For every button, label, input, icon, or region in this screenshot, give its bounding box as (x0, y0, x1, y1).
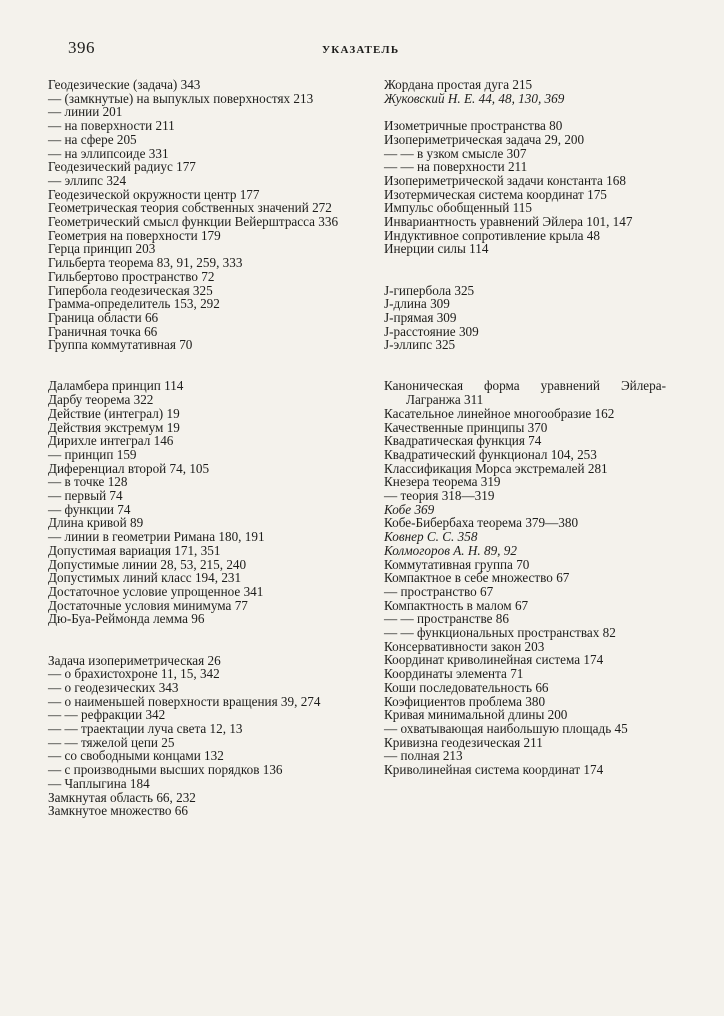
index-entry: Касательное линейное многообразие 162 (384, 405, 615, 421)
index-entry: Компактное в себе множество 67 (384, 570, 570, 586)
index-entry: Замкнутая область 66, 232 (48, 789, 196, 805)
index-entry: — на сфере 205 (48, 131, 137, 147)
section-gap (384, 105, 666, 119)
index-entry: — на эллипсоиде 331 (48, 145, 169, 161)
index-entry: Задача изопериметрическая 26 (48, 652, 221, 668)
index-entry: — с производными высших порядков 136 (48, 762, 283, 778)
index-entry: Каноническая форма уравнений Эйлера-Лагранжа 311 (384, 378, 666, 408)
index-entry: Криволинейная система координат 174 (384, 762, 604, 778)
index-entry: Допустимые линии 28, 53, 215, 240 (48, 556, 247, 572)
index-entry: Кривая минимальной длины 200 (384, 707, 568, 723)
running-title: УКАЗАТЕЛЬ (322, 44, 400, 56)
index-entry: — со свободными концами 132 (48, 748, 224, 764)
index-entry: — о брахистохроне 11, 15, 342 (48, 666, 220, 682)
index-entry: — первый 74 (48, 488, 123, 504)
index-entry: Колмогоров А. Н. 89, 92 (384, 542, 517, 558)
index-entry: — Чаплыгина 184 (48, 775, 150, 791)
index-entry: Гильбертово пространство 72 (48, 268, 215, 284)
index-entry: Кнезера теорема 319 (384, 474, 501, 490)
index-entry: Кривизна геодезическая 211 (384, 734, 543, 750)
index-entry: Кобе-Бибербаха теорема 379—380 (384, 515, 579, 531)
index-entry: Геодезические (задача) 343 (48, 77, 201, 92)
index-entry: Квадратическая функция 74 (384, 433, 542, 449)
page-number: 396 (68, 38, 95, 57)
index-entry: Коммутативная группа 70 (384, 556, 530, 572)
index-entry: Кобе 369 (384, 501, 435, 517)
index-entry: — принцип 159 (48, 446, 137, 462)
index-entry: Диференциал второй 74, 105 (48, 460, 210, 476)
index-entry: Действия экстремум 19 (48, 419, 180, 435)
index-entry: — — функциональных пространствах 82 (384, 625, 616, 641)
index-entry: Группа коммутативная 70 (48, 337, 193, 353)
index-entry: Ковнер С. С. 358 (384, 529, 478, 545)
index-entry: Жуковский Н. Е. 44, 48, 130, 369 (384, 90, 565, 106)
index-entry: Геометрия на поверхности 179 (48, 227, 221, 243)
index-entry: Геодезической окружности центр 177 (48, 186, 260, 202)
index-entry: — о геодезических 343 (48, 679, 179, 695)
index-entry: — эллипс 324 (48, 172, 127, 188)
index-entry: Дарбу теорема 322 (48, 392, 154, 408)
index-entry: J-эллипс 325 (384, 337, 456, 353)
index-entry: — — тяжелой цепи 25 (48, 734, 175, 750)
index-entry: — (замкнутые) на выпуклых поверхностях 213 (48, 90, 314, 106)
index-entry: Координаты элемента 71 (384, 666, 524, 682)
index-entry: Замкнутое множество 66 (48, 803, 188, 819)
index-entry: Дирихле интеграл 146 (48, 433, 174, 449)
index-entry: — — в узком смысле 307 (384, 145, 527, 161)
index-entry: Изопериметрической задачи константа 168 (384, 172, 626, 188)
index-entry: Гильберта теорема 83, 91, 259, 333 (48, 255, 243, 271)
index-entry: Грамма-определитель 153, 292 (48, 296, 220, 312)
index-entry: — теория 318—319 (384, 488, 495, 504)
index-entry: J-длина 309 (384, 296, 450, 312)
index-entry: Коши последовательность 66 (384, 679, 549, 695)
index-entry: J-гипербола 325 (384, 282, 475, 298)
index-column-right (384, 78, 666, 777)
index-entry: — — рефракции 342 (48, 707, 166, 723)
index-entry: Даламбера принцип 114 (48, 378, 184, 394)
index-entry: Инвариантность уравнений Эйлера 101, 147 (384, 214, 633, 230)
index-entry: Изотермическая система координат 175 (384, 186, 607, 202)
index-entry: — — на поверхности 211 (384, 159, 528, 175)
index-entry: Герца принцип 203 (48, 241, 156, 257)
index-entry: Импульс обобщенный 115 (384, 200, 532, 216)
index-entry: — линии в геометрии Римана 180, 191 (48, 529, 265, 545)
index-entry: Жордана простая дуга 215 (384, 77, 533, 92)
index-entry: Достаточные условия минимума 77 (48, 597, 248, 613)
index-entry: Изометричные пространства 80 (384, 118, 563, 134)
index-entry: — на поверхности 211 (48, 118, 175, 134)
index-entry: Классификация Морса экстремалей 281 (384, 460, 608, 476)
index-entry: Изопериметрическая задача 29, 200 (384, 131, 585, 147)
index-entry: Индуктивное сопротивление крыла 48 (384, 227, 600, 243)
index-entry: — в точке 128 (48, 474, 128, 490)
index-entry: Допустимая вариация 171, 351 (48, 542, 221, 558)
section-gap (48, 352, 344, 379)
index-entry: Квадратический функционал 104, 253 (384, 446, 597, 462)
index-entry: Геометрическая теория собственных значений 272 (48, 200, 332, 216)
index-entry: Гипербола геодезическая 325 (48, 282, 213, 298)
index-entry: Граничная точка 66 (48, 323, 158, 339)
index-entry: — о наименьшей поверхности вращения 39, 274 (48, 693, 321, 709)
index-entry: Допустимых линий класс 194, 231 (48, 570, 242, 586)
index-entry: J-прямая 309 (384, 309, 457, 325)
index-column-left (48, 78, 344, 818)
index-entry: Геометрический смысл функции Вейерштрасса 336 (48, 214, 339, 230)
index-entry: Граница области 66 (48, 309, 159, 325)
index-entry: Действие (интеграл) 19 (48, 405, 180, 421)
section-gap (384, 256, 666, 283)
index-entry: — — пространстве 86 (384, 611, 509, 627)
index-entry: J-расстояние 309 (384, 323, 479, 339)
index-entry: Длина кривой 89 (48, 515, 144, 531)
index-entry: — — траектации луча света 12, 13 (48, 721, 243, 737)
section-gap (384, 352, 666, 379)
index-entry: Инерции силы 114 (384, 241, 489, 257)
index-entry: Дю-Буа-Реймонда лемма 96 (48, 611, 205, 627)
index-entry: Качественные принципы 370 (384, 419, 548, 435)
index-entry: — полная 213 (384, 748, 463, 764)
index-entry: — линии 201 (48, 104, 123, 120)
section-gap (48, 626, 344, 653)
index-entry: Геодезический радиус 177 (48, 159, 196, 175)
index-entry: — пространство 67 (384, 583, 494, 599)
index-entry: Коэфициентов проблема 380 (384, 693, 546, 709)
index-entry: — охватывающая наибольшую площадь 45 (384, 721, 628, 736)
index-entry: — функции 74 (48, 501, 131, 517)
index-entry: Координат криволинейная система 174 (384, 652, 604, 668)
index-entry: Консервативности закон 203 (384, 638, 545, 654)
index-entry: Компактность в малом 67 (384, 597, 529, 613)
index-entry: Достаточное условие упрощенное 341 (48, 584, 264, 599)
